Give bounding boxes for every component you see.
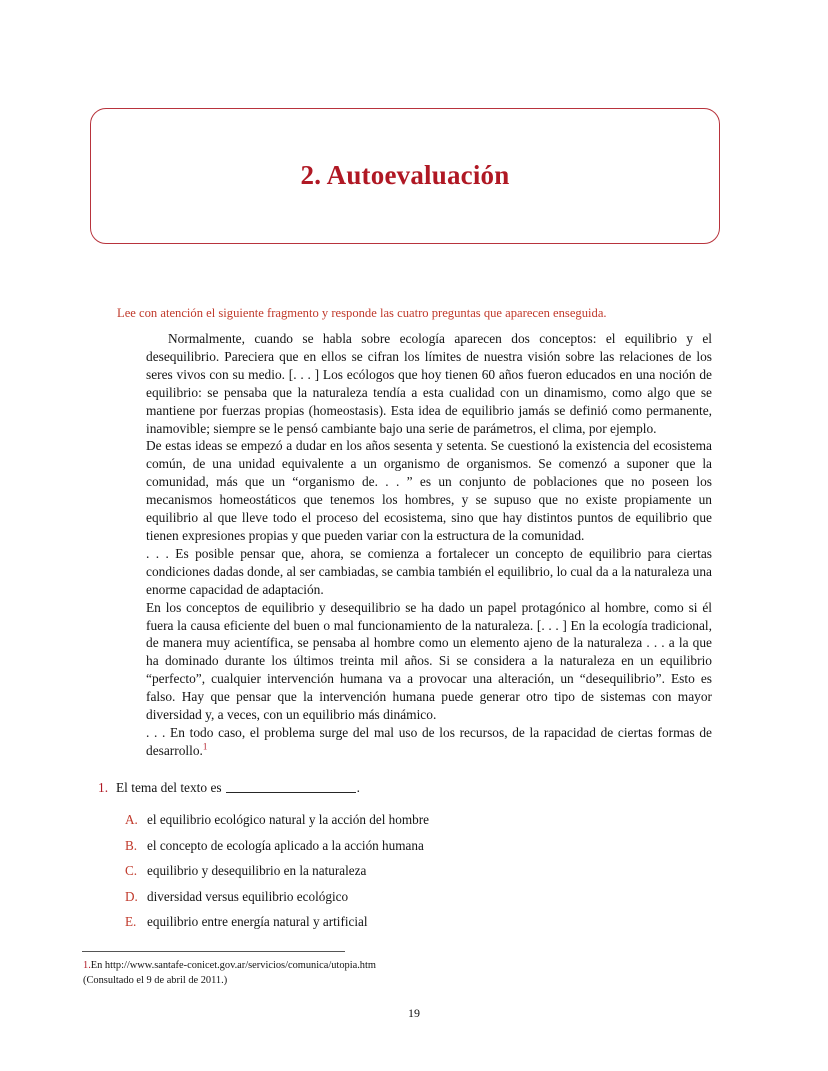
option-letter: E. (125, 914, 137, 929)
passage-paragraph-last-text: . . . En todo caso, el problema surge del mal uso de los recursos, de la rapacidad de ciertas formas de desarrollo. (146, 724, 712, 758)
footnote-source-url: En http://www.santafe-conicet.gov.ar/servicios/comunica/utopia.htm (90, 960, 376, 971)
question-text-before-blank: El tema del texto es (116, 780, 222, 795)
question-item (98, 779, 698, 797)
question-text-after-blank: . (356, 780, 360, 795)
instruction-text: Lee con atención el siguiente fragmento y responde las cuatro preguntas que aparecen enseguida. (117, 306, 607, 320)
passage-paragraph: De estas ideas se empezó a dudar en los años sesenta y setenta. Se cuestionó la existencia del ecosistema común, de una unidad equivalente a un organismo de organismos. Se comenzó a suponer que la comunidad, más que un “organismo de. . . ” es un conjunto de poblaciones que no poseen los mecanismos homeostáticos que tenemos los hombres, y se supuso que no existe propiamente un equilibrio al que lleve todo el proceso del ecosistema, sino que hay distintos puntos de equilibrio que tienen expresiones propias y que pueden variar con la estructura de la comunidad. (146, 438, 712, 543)
option-letter: D. (125, 888, 138, 904)
footnote-line-1 (83, 959, 603, 974)
passage-paragraph: Normalmente, cuando se habla sobre ecología aparecen dos conceptos: el equilibrio y el desequilibrio. Pareciera que en ellos se cifran los límites de nuestra visión sobre las relaciones de los seres vivos con su medio. [. . . ] Los ecólogos que hoy tienen 60 años fueron educados en una noción de equilibrio: se pensaba que la naturaleza tendía a esta cualidad con un dinamismo, como algo que se mantiene por fuerzas propias (homeostasis). Esta idea de equilibrio jamás se definió como permanente, inamovible; siempre se le pensó cambiante bajo una serie de parámetros, el clima, por ejemplo. (146, 331, 712, 436)
answer-blank-field[interactable] (226, 792, 356, 793)
passage-paragraph: En los conceptos de equilibrio y desequilibrio se ha dado un papel protagónico al hombre, como si él fuera la causa eficiente del buen o mal funcionamiento de la naturaleza. [. . . ] En la ecología tradicional, de manera muy acientífica, se pensaba al hombre como un elemento ajeno de la naturaleza . . . a la que ha dominado durante los últimos treinta mil años. Si se considera a la naturaleza en un equilibrio “perfecto”, cualquier intervención humana va a provocar una alteración, un “desequilibrio”. Esto es falso. Hay que pensar que la intervención humana puede generar otro tipo de sistemas con mayor diversidad y, a veces, con un equilibrio más dinámico. (146, 599, 712, 723)
chapter-title-box (90, 108, 720, 244)
option-label: el concepto de ecología aplicado a la acción humana (147, 837, 424, 853)
footnote-separator (82, 951, 345, 952)
page-number: 19 (408, 1006, 420, 1020)
option-b[interactable] (125, 838, 685, 864)
option-label: equilibrio entre energía natural y artificial (147, 914, 368, 929)
footnote-number: 1. (83, 960, 91, 971)
reading-passage (146, 330, 712, 760)
footnote-reference-marker: 1 (202, 741, 208, 752)
option-letter: A. (125, 812, 138, 827)
answer-options-list (125, 812, 685, 940)
option-label: el equilibrio ecológico natural y la acción del hombre (147, 812, 429, 827)
passage-paragraph-last (146, 724, 712, 760)
option-d[interactable] (125, 889, 685, 915)
option-c[interactable] (125, 863, 685, 889)
footnote-line-2: (Consultado el 9 de abril de 2011.) (83, 974, 228, 986)
question-text (116, 779, 360, 797)
option-label: diversidad versus equilibrio ecológico (147, 888, 349, 904)
option-label: equilibrio y desequilibrio en la naturaleza (147, 863, 367, 878)
footnote-block (83, 959, 603, 988)
question-number: 1. (98, 780, 109, 795)
option-a[interactable] (125, 812, 685, 838)
page-title: 2. Autoevaluación (300, 160, 510, 191)
option-letter: B. (125, 837, 138, 853)
option-letter: C. (125, 863, 138, 878)
option-e[interactable] (125, 914, 685, 940)
passage-paragraph: . . . Es posible pensar que, ahora, se comienza a fortalecer un concepto de equilibrio para ciertas condiciones dadas donde, al ser cambiadas, se cambia también el equilibrio, lo cual da a la naturaleza una enorme capacidad de adaptación. (146, 545, 712, 597)
